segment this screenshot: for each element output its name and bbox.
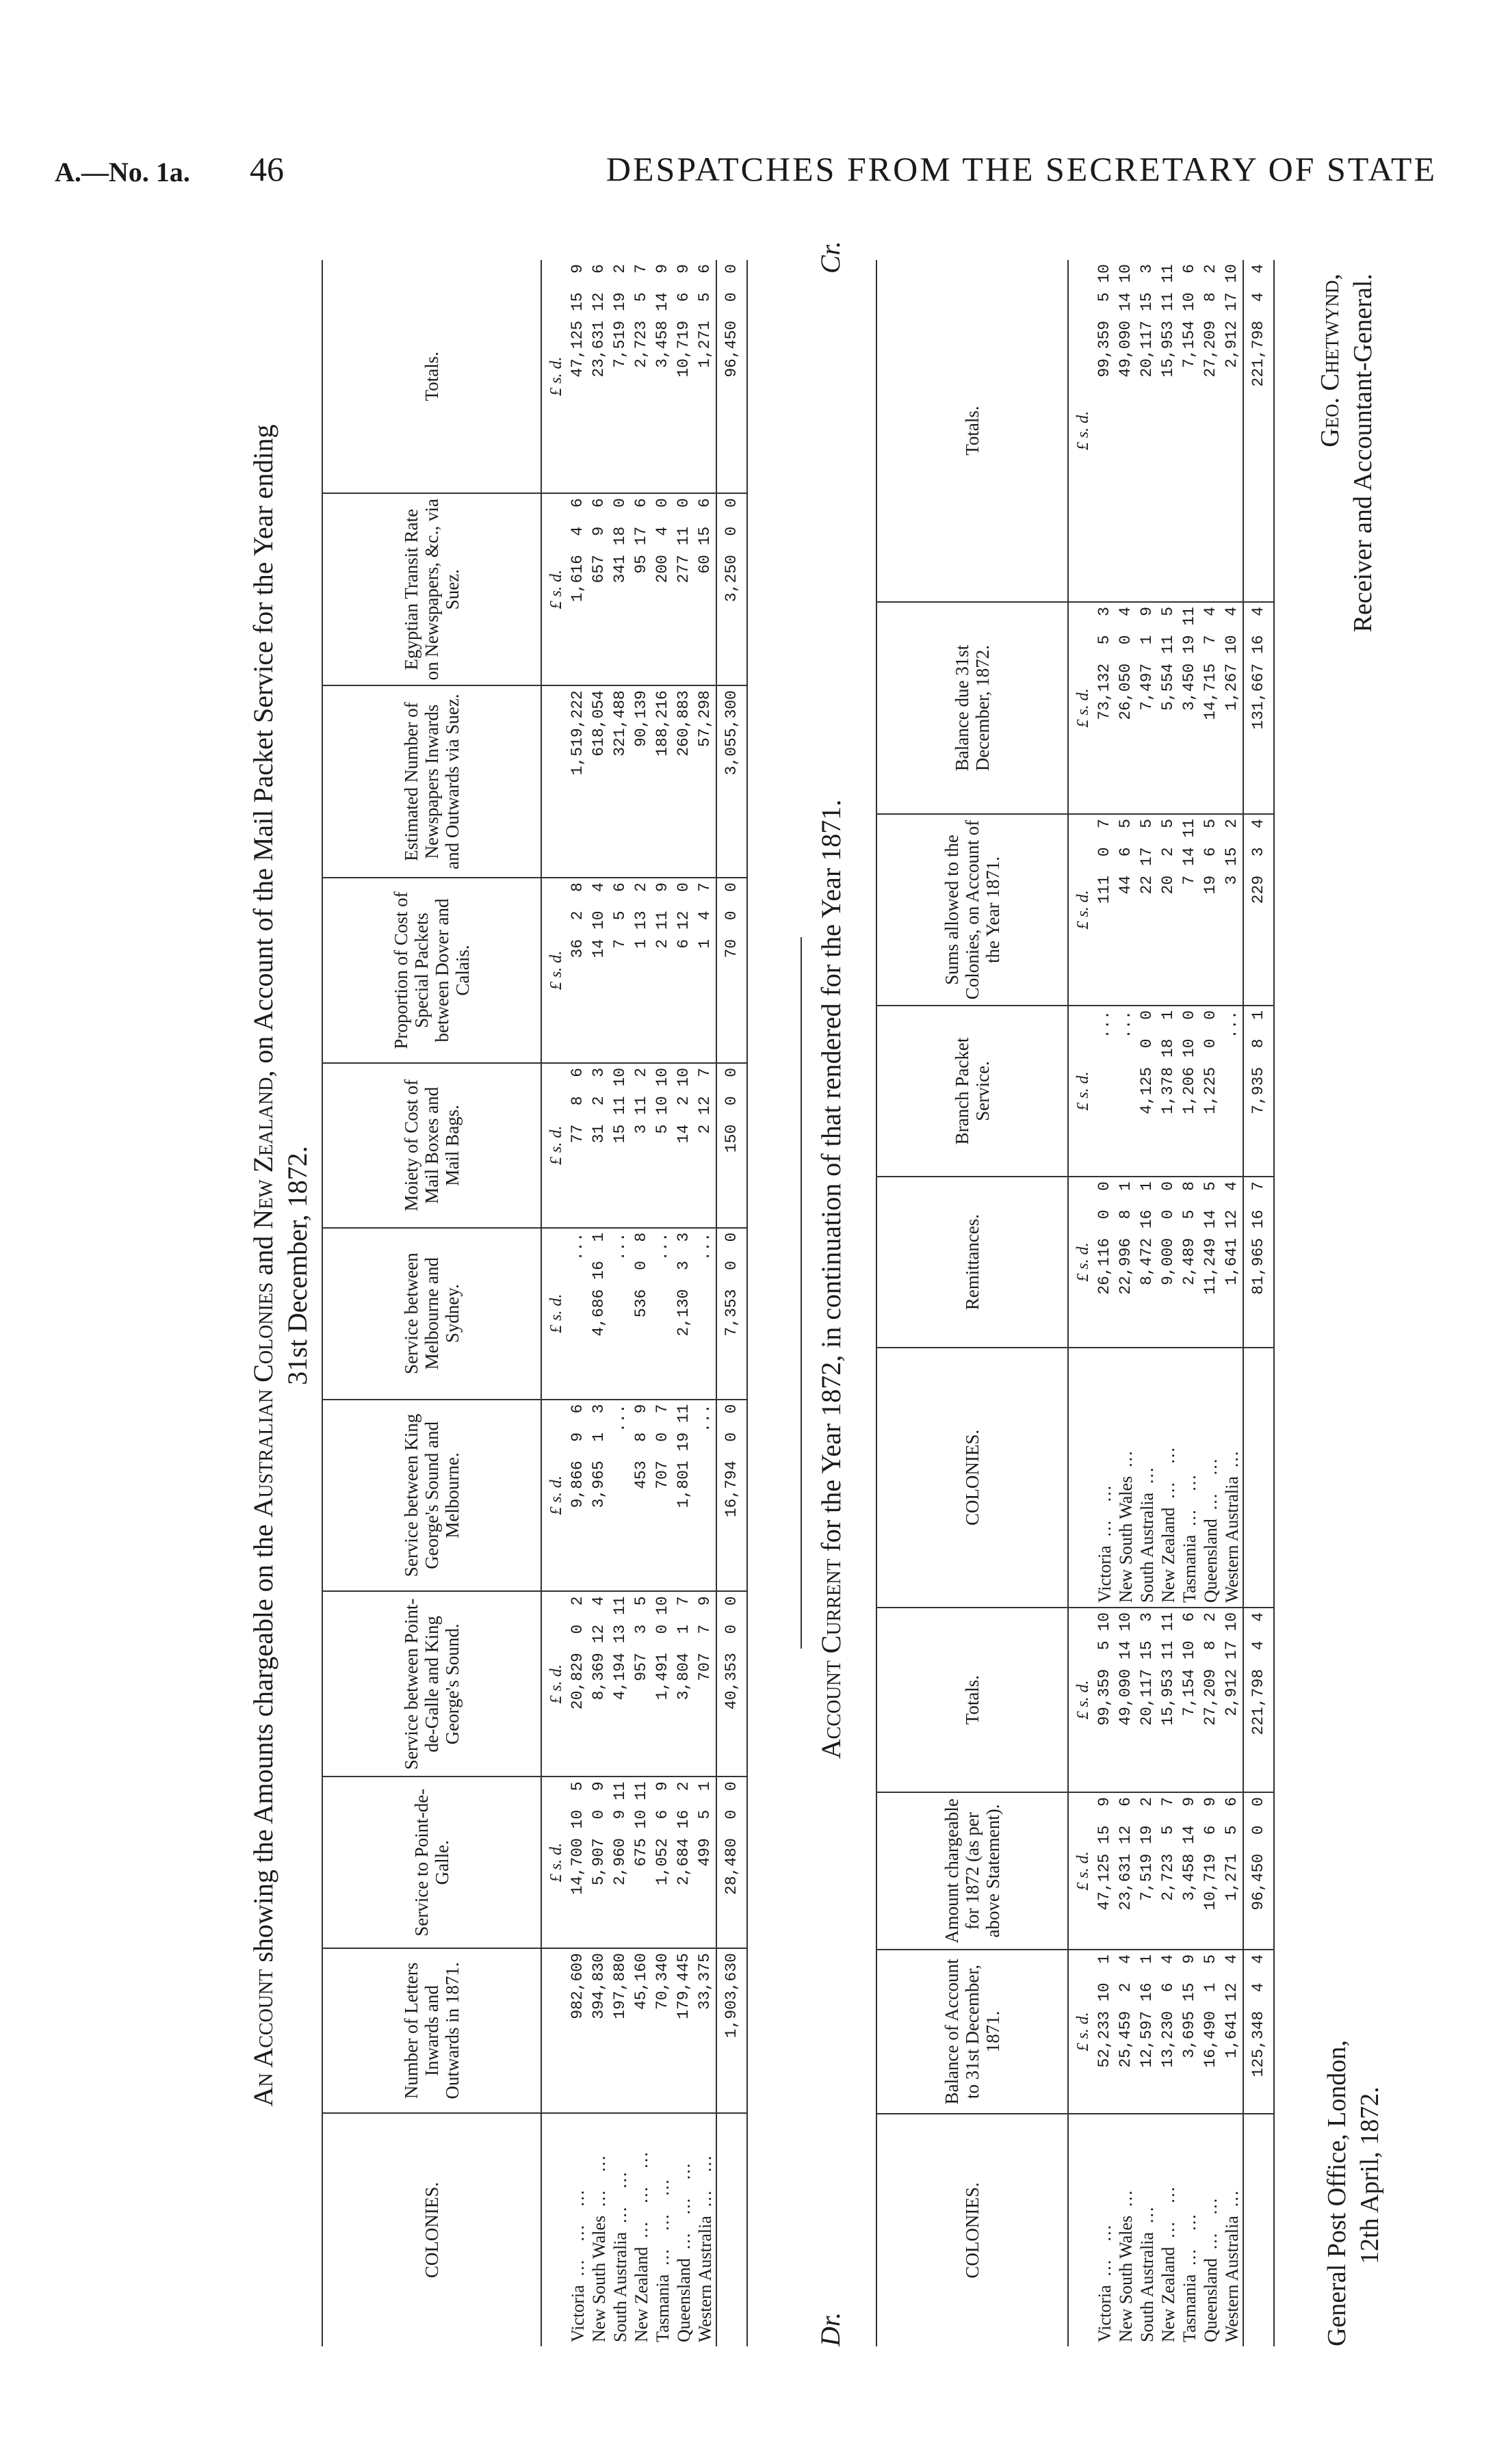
document-reference: A.—No. 1a. (55, 157, 190, 187)
table2-header-amount-1872: Amount chargeable for 1872 (as per above Statement). (876, 1792, 1068, 1950)
table-cell: ... (1115, 1006, 1136, 1177)
table-cell: 1,491 0 10 (652, 1591, 673, 1777)
table-cell: 22 17 5 (1136, 814, 1158, 1006)
colony-name-cell (1136, 2114, 1158, 2346)
table1-header-totals: Totals. (322, 260, 541, 493)
table-cell: 99,359 5 10 (1094, 260, 1115, 602)
colony-name: Queensland (1201, 2258, 1221, 2342)
table-cell: 111 0 7 (1094, 814, 1115, 1006)
table-cell: ... (567, 1228, 588, 1400)
colony-name-cell (1221, 2114, 1243, 2346)
table-cell: ... (694, 1228, 716, 1400)
table1-header-sydney: Service between Melbourne and Sydney. (322, 1228, 541, 1400)
table-cell: 23,631 12 6 (588, 260, 610, 493)
table-cell: 1,271 5 6 (1221, 1792, 1243, 1950)
page-number: 46 (250, 150, 284, 188)
colony-name-cell (631, 2113, 652, 2346)
table2-header-balance-due: Balance due 31st December, 1872. (876, 602, 1068, 814)
leader-dots: ... ... ... (674, 2162, 694, 2250)
leader-dots: ... ... (1201, 2197, 1221, 2250)
table-cell: 657 9 6 (588, 493, 610, 685)
table-cell: 5 10 10 (652, 1063, 673, 1228)
colony-name: New South Wales (1116, 2215, 1136, 2342)
table-row (567, 260, 588, 2346)
leader-dots: ... (1137, 1466, 1157, 1484)
table-cell: 707 7 9 (694, 1591, 716, 1777)
table-cell: 7,154 10 6 (1179, 260, 1200, 602)
colony-name-cell (1136, 1348, 1158, 1608)
table-cell: 1,271 5 6 (694, 260, 716, 493)
account-current-table (876, 260, 1275, 2346)
table-cell: 10,719 6 9 (1200, 1792, 1221, 1950)
table-cell: 27,209 8 2 (1200, 260, 1221, 602)
colony-name-cell (1179, 2114, 1200, 2346)
colony-name-cell (1221, 1348, 1243, 1608)
leader-dots: ... (1116, 1450, 1136, 1467)
table-cell: ... (1221, 1006, 1243, 1177)
table-cell: 1,641 12 4 (1221, 1177, 1243, 1348)
table-cell: 618,054 (588, 685, 610, 878)
table1-header-galle: Service to Point-de-Galle. (322, 1777, 541, 1948)
table-cell: 60 15 6 (694, 493, 716, 685)
table-row (1115, 260, 1136, 2346)
table-row (1158, 260, 1179, 2346)
colony-name-cell (1115, 1348, 1136, 1608)
colony-name-cell (567, 2113, 588, 2346)
table-cell: 1,519,222 (567, 685, 588, 878)
colony-name-cell (1158, 1348, 1179, 1608)
colony-name: New Zealand (1158, 2246, 1178, 2342)
table-row (610, 260, 631, 2346)
table-cell: 675 10 11 (631, 1777, 652, 1948)
table-cell: 49,090 14 10 (1115, 1608, 1136, 1792)
table1-header-row (322, 260, 541, 2346)
signatory: Geo. Chetwynd, (1316, 274, 1344, 447)
table-cell: 3 11 2 (631, 1063, 652, 1228)
table-cell: 10,719 6 9 (673, 260, 694, 493)
table-cell: 197,880 (610, 1948, 631, 2113)
table-cell: 57,298 (694, 685, 716, 878)
colony-name: Western Australia (1222, 2216, 1242, 2342)
colony-name-cell (1094, 1348, 1115, 1608)
table-cell: 73,132 5 3 (1094, 602, 1115, 814)
table-cell: 11,249 14 5 (1200, 1177, 1221, 1348)
table-cell: 36 2 8 (567, 878, 588, 1063)
table-cell: 15,953 11 11 (1158, 1608, 1179, 1792)
table-cell: 1,267 10 4 (1221, 602, 1243, 814)
table2-header-totals-dr: Totals. (876, 1608, 1068, 1792)
table2-header-branch-packet: Branch Packet Service. (876, 1006, 1068, 1177)
table-cell: 9,000 0 0 (1158, 1177, 1179, 1348)
table-cell: 4,125 0 0 (1136, 1006, 1158, 1177)
table2-header-balance-1871: Balance of Account to 31st December, 1871. (876, 1950, 1068, 2114)
table-row (588, 260, 610, 2346)
table-row (1200, 260, 1221, 2346)
table-cell: 3,695 15 9 (1179, 1950, 1200, 2114)
leader-dots: ... ... (695, 2154, 715, 2207)
leader-dots: ... ... (1158, 2186, 1178, 2238)
colony-name-cell (1179, 1348, 1200, 1608)
table-cell: 90,139 (631, 685, 652, 878)
colony-name: Queensland (1201, 1519, 1221, 1603)
table2-title: Account Current for the Year 1872, in continuation of that rendered for the Year 1871. (816, 799, 846, 1759)
colony-name-cell (1200, 2114, 1221, 2346)
colony-name: New Zealand (1158, 1507, 1178, 1603)
table-cell: ... (610, 1400, 631, 1592)
table-cell: 77 8 6 (567, 1063, 588, 1228)
leader-dots: ... (1222, 1450, 1242, 1468)
table-cell: 15 11 10 (610, 1063, 631, 1228)
table-cell: 12,597 16 1 (1136, 1950, 1158, 2114)
leader-dots: ... ... ... (632, 2151, 651, 2238)
table1-header-kgs: Service between Point-de-Galle and King George's Sound. (322, 1591, 541, 1777)
table-row (1179, 260, 1200, 2346)
colony-name-cell (610, 2113, 631, 2346)
table2-header-sums-allowed: Sums allowed to the Colonies, on Account of the Year 1871. (876, 814, 1068, 1006)
table-cell: 15,953 11 11 (1158, 260, 1179, 602)
section-divider (801, 937, 802, 1649)
table-cell: 2,489 5 8 (1179, 1177, 1200, 1348)
table-cell: 95 17 6 (631, 493, 652, 685)
table1-header-melbourne: Service between King George's Sound and Melbourne. (322, 1400, 541, 1592)
table-cell: 27,209 8 2 (1200, 1608, 1221, 1792)
table-cell: ... (610, 1228, 631, 1400)
leader-dots: ... (1222, 2189, 1242, 2207)
table-row (652, 260, 673, 2346)
table-cell: 3,458 14 9 (1179, 1792, 1200, 1950)
colony-name-cell (1200, 1348, 1221, 1608)
table-row (694, 260, 716, 2346)
table-cell: 277 11 0 (673, 493, 694, 685)
table-cell: 9,866 9 6 (567, 1400, 588, 1592)
colony-name: Tasmania (653, 2274, 673, 2342)
credit-label: Cr. (815, 241, 846, 274)
table-cell: 22,996 8 1 (1115, 1177, 1136, 1348)
colony-name: New South Wales (589, 2215, 609, 2342)
table-cell: 1,052 6 9 (652, 1777, 673, 1948)
leader-dots: ... ... (1201, 1457, 1221, 1510)
page-header (55, 149, 1437, 197)
colony-name: New Zealand (632, 2246, 651, 2342)
table-cell: 1,378 18 1 (1158, 1006, 1179, 1177)
table-cell: 2,723 5 7 (1158, 1792, 1179, 1950)
leader-dots: ... (1116, 2189, 1136, 2207)
table-cell: 8,472 16 1 (1136, 1177, 1158, 1348)
leader-dots: ... ... (1180, 1473, 1199, 1526)
table1-units-row: £ s. d. £ s. d. £ s. d. £ s. d. £ s. d. £ s. d. £ s. d. £ s. d. (541, 260, 567, 2346)
table-cell: 982,609 (567, 1948, 588, 2113)
table-cell: 1,616 4 6 (567, 493, 588, 685)
table-cell: 1 4 7 (694, 878, 716, 1063)
table-cell: 25,459 2 4 (1115, 1950, 1136, 2114)
table-cell: 70,340 (652, 1948, 673, 2113)
table-cell: 49,090 14 10 (1115, 260, 1136, 602)
table-cell: 2,684 16 2 (673, 1777, 694, 1948)
table-cell: 19 6 5 (1200, 814, 1221, 1006)
colony-name-cell (588, 2113, 610, 2346)
table-cell: 2,960 9 11 (610, 1777, 631, 1948)
table-cell: 179,445 (673, 1948, 694, 2113)
table-cell: 453 8 9 (631, 1400, 652, 1592)
leader-dots: ... ... (610, 2171, 630, 2223)
mail-service-charges-table (322, 260, 748, 2346)
signatory-role: Receiver and Accountant-General. (1349, 274, 1377, 633)
signature-block (1314, 274, 1379, 632)
colony-name-cell (694, 2113, 716, 2346)
table-cell: 3,450 19 11 (1179, 602, 1200, 814)
table-cell: 47,125 15 9 (567, 260, 588, 493)
colony-name: South Australia (1137, 1492, 1157, 1603)
table1-body (567, 260, 716, 2346)
table-cell: 321,488 (610, 685, 631, 878)
table1-title: An Account showing the Amounts chargeable on the Australian Colonies and New Zealand, on Account of the Mail Packet Service for the Year ending 31st December, 1872. (248, 424, 313, 2107)
table2-header-remittances: Remittances. (876, 1177, 1068, 1348)
table-cell: ... (1094, 1006, 1115, 1177)
table-cell: 47,125 15 9 (1094, 1792, 1115, 1950)
table-row (1136, 260, 1158, 2346)
table-cell: 1,641 12 4 (1221, 1950, 1243, 2114)
colony-name: Tasmania (1180, 2274, 1199, 2342)
table-cell: 499 5 1 (694, 1777, 716, 1948)
colony-name: Victoria (568, 2285, 588, 2342)
table2-header-colonies-cr: COLONIES. (876, 1348, 1068, 1608)
table-row (1221, 260, 1243, 2346)
table-cell: 260,883 (673, 685, 694, 878)
table-cell: 8,369 12 4 (588, 1591, 610, 1777)
table-cell: 3,965 1 3 (588, 1400, 610, 1592)
colony-name: Victoria (1095, 1545, 1115, 1603)
table-cell: 20,117 15 3 (1136, 1608, 1158, 1792)
table-cell: 2 11 9 (652, 878, 673, 1063)
table-cell: 1,801 19 11 (673, 1400, 694, 1592)
table-cell: 707 0 7 (652, 1400, 673, 1592)
table-cell: 44 6 5 (1115, 814, 1136, 1006)
table-cell: 536 0 8 (631, 1228, 652, 1400)
table-cell: 4,686 16 1 (588, 1228, 610, 1400)
table1-header-egyptian-transit: Egyptian Transit Rate on Newspapers, &c., via Suez. (322, 493, 541, 685)
table-row (631, 260, 652, 2346)
colony-name-cell (652, 2113, 673, 2346)
table-cell: 7,154 10 6 (1179, 1608, 1200, 1792)
table-cell: 3,804 1 7 (673, 1591, 694, 1777)
table-cell: 2,723 5 7 (631, 260, 652, 493)
leader-dots: ... ... (1095, 2223, 1115, 2277)
colony-name: South Australia (1137, 2231, 1157, 2342)
table-cell: 957 3 5 (631, 1591, 652, 1777)
colony-name-cell (1094, 2114, 1115, 2346)
table-cell: 5,554 11 5 (1158, 602, 1179, 814)
table-cell: 200 4 0 (652, 493, 673, 685)
table-cell: 7,519 19 2 (1136, 1792, 1158, 1950)
table-cell: 16,490 1 5 (1200, 1950, 1221, 2114)
table-cell: 31 2 3 (588, 1063, 610, 1228)
colony-name: Victoria (1095, 2285, 1115, 2342)
table-cell: 2,912 17 10 (1221, 260, 1243, 602)
table-cell: 99,359 5 10 (1094, 1608, 1115, 1792)
table-cell: 26,116 0 0 (1094, 1177, 1115, 1348)
table-cell: 7,497 1 9 (1136, 602, 1158, 814)
table1-totals-row: 1,903,630 28,480 0 0 40,353 0 0 16,794 0 0 7,353 0 0 150 0 0 70 0 0 3,055,300 3,250 0 0 96,450 0 0 (716, 260, 747, 2346)
table-cell: 45,160 (631, 1948, 652, 2113)
table-cell: 1,225 0 0 (1200, 1006, 1221, 1177)
table-cell: 3,458 14 9 (652, 260, 673, 493)
table-cell: ... (694, 1400, 716, 1592)
table-cell: 13,230 6 4 (1158, 1950, 1179, 2114)
table-cell: 14 10 4 (588, 878, 610, 1063)
table-row (673, 260, 694, 2346)
table2-body (1094, 260, 1243, 2346)
table1-header-letters: Number of Letters Inwards and Outwards in 1871. (322, 1948, 541, 2113)
table2-header-totals-cr: Totals. (876, 260, 1068, 602)
table-cell: 6 12 0 (673, 878, 694, 1063)
colony-name-cell (673, 2113, 694, 2346)
colony-name: New South Wales (1116, 1476, 1136, 1603)
table1-header-colonies: COLONIES. (322, 2113, 541, 2346)
table-cell: 20,829 0 2 (567, 1591, 588, 1777)
table-cell: 2,130 3 3 (673, 1228, 694, 1400)
date: 12th April, 1872. (1355, 2086, 1384, 2264)
colony-name: Queensland (674, 2258, 694, 2342)
table-cell: 394,830 (588, 1948, 610, 2113)
table2-header-row (876, 260, 1068, 2346)
table-cell: 7 5 6 (610, 878, 631, 1063)
table1-header-dover-calais: Proportion of Cost of Special Packets between Dover and Calais. (322, 878, 541, 1063)
table-cell: 14 2 10 (673, 1063, 694, 1228)
table1-header-newspapers: Estimated Number of Newspapers Inwards and Outwards via Suez. (322, 685, 541, 878)
leader-dots: ... ... (1180, 2213, 1199, 2266)
table-cell: 7,519 19 2 (610, 260, 631, 493)
leader-dots: ... (1137, 2205, 1157, 2223)
table-cell: 2 12 7 (694, 1063, 716, 1228)
table-cell: 2,912 17 10 (1221, 1608, 1243, 1792)
table2-header-colonies-dr: COLONIES. (876, 2114, 1068, 2346)
table-cell: 26,050 0 4 (1115, 602, 1136, 814)
leader-dots: ... ... (589, 2154, 609, 2207)
table-row (1094, 260, 1115, 2346)
debit-label: Dr. (815, 2311, 846, 2346)
table-cell: 20 2 5 (1158, 814, 1179, 1006)
place: General Post Office, London, (1323, 2040, 1351, 2346)
colony-name-cell (1115, 2114, 1136, 2346)
table-cell: 14,700 10 5 (567, 1777, 588, 1948)
table-cell: 1 13 2 (631, 878, 652, 1063)
leader-dots: ... ... (1095, 1484, 1115, 1537)
running-title: DESPATCHES FROM THE SECRETARY OF STATE (606, 150, 1437, 188)
table-cell: 14,715 7 4 (1200, 602, 1221, 814)
table2-units-row: £ s. d. £ s. d. £ s. d. £ s. d. £ s. d. £ s. d. £ s. d. £ s. d. (1068, 260, 1094, 2346)
table-cell: 341 18 0 (610, 493, 631, 685)
colony-name: South Australia (610, 2231, 630, 2342)
table-cell: 4,194 13 11 (610, 1591, 631, 1777)
place-and-date (1321, 2040, 1386, 2346)
colony-name: Western Australia (695, 2216, 715, 2342)
colony-name-cell (1158, 2114, 1179, 2346)
leader-dots: ... ... ... (568, 2188, 588, 2277)
table-cell: 20,117 15 3 (1136, 260, 1158, 602)
leader-dots: ... ... ... (653, 2178, 673, 2266)
table-cell: 188,216 (652, 685, 673, 878)
table-cell: 5,907 0 9 (588, 1777, 610, 1948)
table-cell: 1,206 10 0 (1179, 1006, 1200, 1177)
table-cell: 33,375 (694, 1948, 716, 2113)
rotated-page-content (246, 219, 1437, 2353)
table2-totals-row: 125,348 4 4 96,450 0 0 221,798 4 4 81,965 16 7 7,935 8 1 229 3 4 131,667 16 4 221,798 4 4 (1243, 260, 1274, 2346)
colony-name: Tasmania (1180, 1534, 1199, 1603)
colony-name: Western Australia (1222, 1476, 1242, 1603)
table-cell: ... (652, 1228, 673, 1400)
table1-header-mail-boxes: Moiety of Cost of Mail Boxes and Mail Bags. (322, 1063, 541, 1228)
table-cell: 3 15 2 (1221, 814, 1243, 1006)
table-cell: 23,631 12 6 (1115, 1792, 1136, 1950)
table-cell: 52,233 10 1 (1094, 1950, 1115, 2114)
leader-dots: ... ... (1158, 1446, 1178, 1499)
table-cell: 7 14 11 (1179, 814, 1200, 1006)
